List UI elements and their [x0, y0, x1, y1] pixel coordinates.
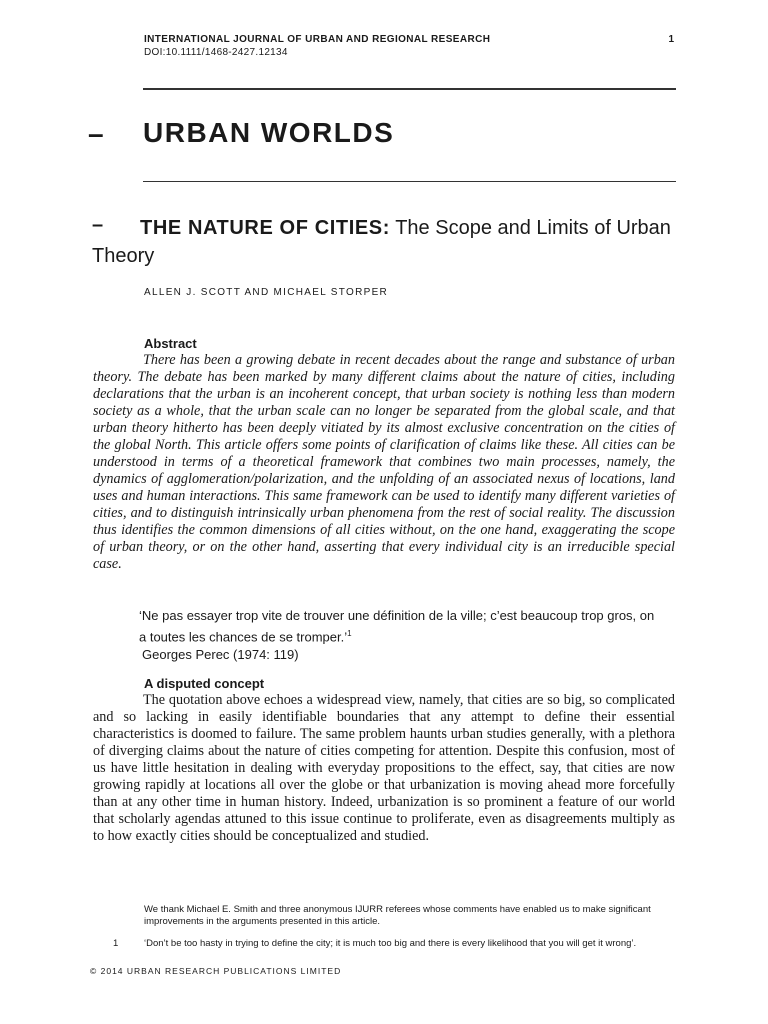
epigraph-quote: ‘Ne pas essayer trop vite de trouver une définition de la ville; c’est beaucoup trop gros, on a toutes les chances de se tromper.’: [139, 608, 655, 645]
disputed-body: [93, 692, 675, 845]
article-dash: –: [92, 214, 104, 236]
section-rule: [143, 181, 676, 182]
article-title: [92, 214, 692, 270]
epigraph: [139, 607, 659, 664]
section-dash: –: [88, 118, 104, 149]
footnote-number: 1: [113, 938, 119, 949]
abstract-heading: Abstract: [144, 336, 197, 351]
abstract-body: [93, 352, 675, 573]
epigraph-source: Georges Perec (1974: 119): [142, 647, 299, 663]
journal-title: INTERNATIONAL JOURNAL OF URBAN AND REGIONAL RESEARCH: [144, 34, 491, 45]
authors: ALLEN J. SCOTT AND MICHAEL STORPER: [144, 287, 389, 298]
copyright: © 2014 URBAN RESEARCH PUBLICATIONS LIMITED: [90, 966, 342, 976]
doi[interactable]: DOI:10.1111/1468-2427.12134: [144, 47, 288, 58]
section-title: URBAN WORLDS: [143, 117, 395, 148]
top-rule: [143, 88, 676, 90]
acknowledgement-footnote: We thank Michael E. Smith and three anonymous IJURR referees whose comments have enabled us to make significant improvements in the arguments presented in this article.: [144, 904, 651, 927]
disputed-text: The quotation above echoes a widespread view, namely, that cities are so big, so complicated and so lacking in easily identifiable boundaries that any attempt to define their essential characteristics is doomed to failure. The same problem haunts urban studies generally, with a plethora of diverging claims about the nature of cities competing for attention. Despite this confusion, most of us have little hesitation in dealing with everyday propositions to the effect, say, that cities are now growing rapidly at locations all over the globe or that urbanization is moving ahead more forcefully than at any other time in human history. Indeed, urbanization is so prominent a feature of our world that scholarly agendas attuned to this issue continue to proliferate, even as disagreements multiply as to how exactly cities should be conceptualized and studied.: [93, 692, 675, 844]
article-title-subtitle: The Scope and Limits of Urban Theory: [92, 217, 671, 267]
page-number: 1: [668, 34, 674, 45]
abstract-text: There has been a growing debate in recent decades about the range and substance of urban theory. The debate has been marked by many different claims about the nature of cities, including declarations that the urban is an incoherent concept, that urban society is nothing less than modern society as a whole, that the urban scale can no longer be separated from the global scale, and that urban theory hitherto has been deeply vitiated by its almost exclusive concentration on the cities of the global North. This article offers some points of clarification of claims like these. All cities can be understood in terms of a theoretical framework that combines two main processes, namely, the dynamics of agglomeration/polarization, and the unfolding of an associated nexus of locations, land uses and human interactions. This same framework can be used to identify many different varieties of cities, and to distinguish intrinsically urban phenomena from the rest of social reality. The discussion thus identifies the common dimensions of all cities without, on the one hand, exaggerating the scope of urban theory, or on the other hand, asserting that every individual city is an irreducible special case.: [93, 352, 675, 572]
footnote-marker[interactable]: 1: [347, 629, 352, 638]
disputed-heading: A disputed concept: [144, 676, 265, 691]
footnote-text: ‘Don’t be too hasty in trying to define the city; it is much too big and there is every likelihood that you will get it wrong’.: [144, 938, 637, 949]
article-title-main: THE NATURE OF CITIES:: [140, 217, 391, 239]
